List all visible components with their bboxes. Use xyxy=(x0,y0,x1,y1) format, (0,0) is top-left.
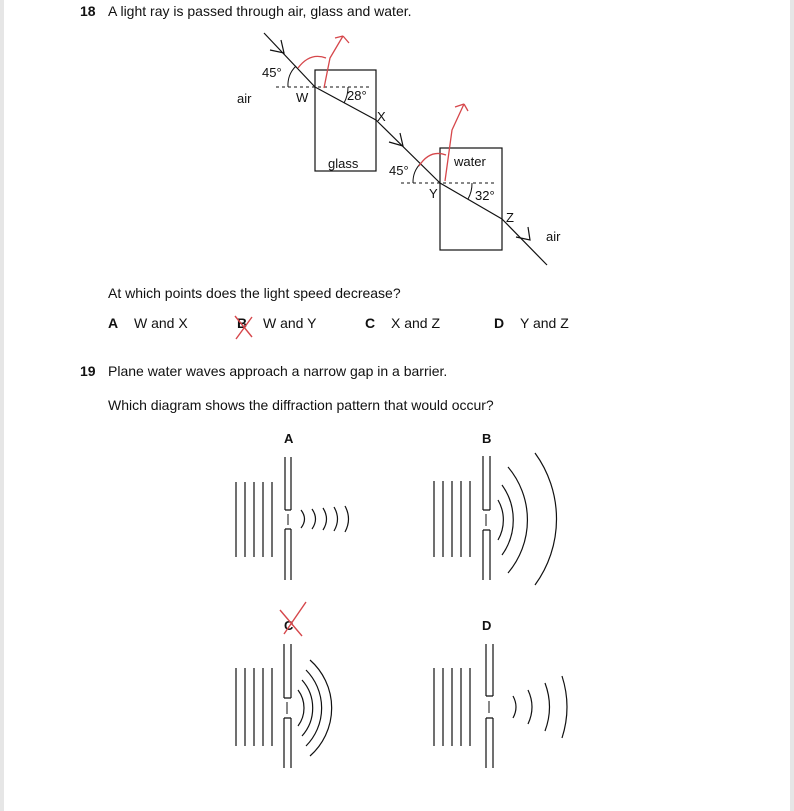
annotation-arc-y xyxy=(419,153,446,166)
angle-label-glass: 28° xyxy=(347,88,367,103)
option-c-text[interactable]: X and Z xyxy=(391,315,441,331)
angle-arc-y xyxy=(413,163,421,183)
option-d-letter[interactable]: D xyxy=(494,315,505,331)
point-y-label: Y xyxy=(429,186,438,201)
diagram-c-label: C xyxy=(284,618,294,633)
diffraction-diagram-a[interactable] xyxy=(230,452,360,582)
label-air-right: air xyxy=(546,229,561,244)
q18-question: At which points does the light speed decrease? xyxy=(108,285,401,301)
answer-b-cross-mark xyxy=(230,313,260,343)
label-air-left: air xyxy=(237,91,252,106)
option-a-text[interactable]: W and X xyxy=(134,315,188,331)
q18-stem: A light ray is passed through air, glass and water. xyxy=(108,3,412,19)
q18-number: 18 xyxy=(80,3,96,19)
diffraction-diagram-b[interactable] xyxy=(428,450,578,590)
diagram-b-label: B xyxy=(482,431,492,446)
label-water: water xyxy=(454,154,486,169)
point-x-label: X xyxy=(377,109,386,124)
answer-c-cross-mark xyxy=(276,600,310,640)
diagram-a-label: A xyxy=(284,431,294,446)
ray-in-glass xyxy=(315,87,376,120)
angle-arc-w xyxy=(288,66,296,87)
option-c-letter[interactable]: C xyxy=(365,315,376,331)
annotation-arrow-w xyxy=(324,36,349,88)
option-d-text[interactable]: Y and Z xyxy=(520,315,569,331)
option-b-text[interactable]: W and Y xyxy=(263,315,317,331)
angle-label-y: 45° xyxy=(389,163,409,178)
point-w-label: W xyxy=(296,90,309,105)
angle-label-w: 45° xyxy=(262,65,282,80)
q19-stem: Plane water waves approach a narrow gap in a barrier. xyxy=(108,363,448,379)
diffraction-diagram-c[interactable] xyxy=(230,638,360,778)
diffraction-diagram-d[interactable] xyxy=(428,638,578,778)
diagram-d-label: D xyxy=(482,618,492,633)
point-z-label: Z xyxy=(506,210,514,225)
arrowhead-exit xyxy=(516,227,530,240)
annotation-arc-w xyxy=(298,56,326,68)
q19-number: 19 xyxy=(80,363,96,379)
angle-arc-water xyxy=(468,183,472,199)
option-b-letter[interactable]: B xyxy=(237,315,248,331)
label-glass: glass xyxy=(328,156,359,171)
option-a-letter[interactable]: A xyxy=(108,315,119,331)
angle-label-water: 32° xyxy=(475,188,495,203)
q19-question: Which diagram shows the diffraction pattern that would occur? xyxy=(108,397,494,413)
